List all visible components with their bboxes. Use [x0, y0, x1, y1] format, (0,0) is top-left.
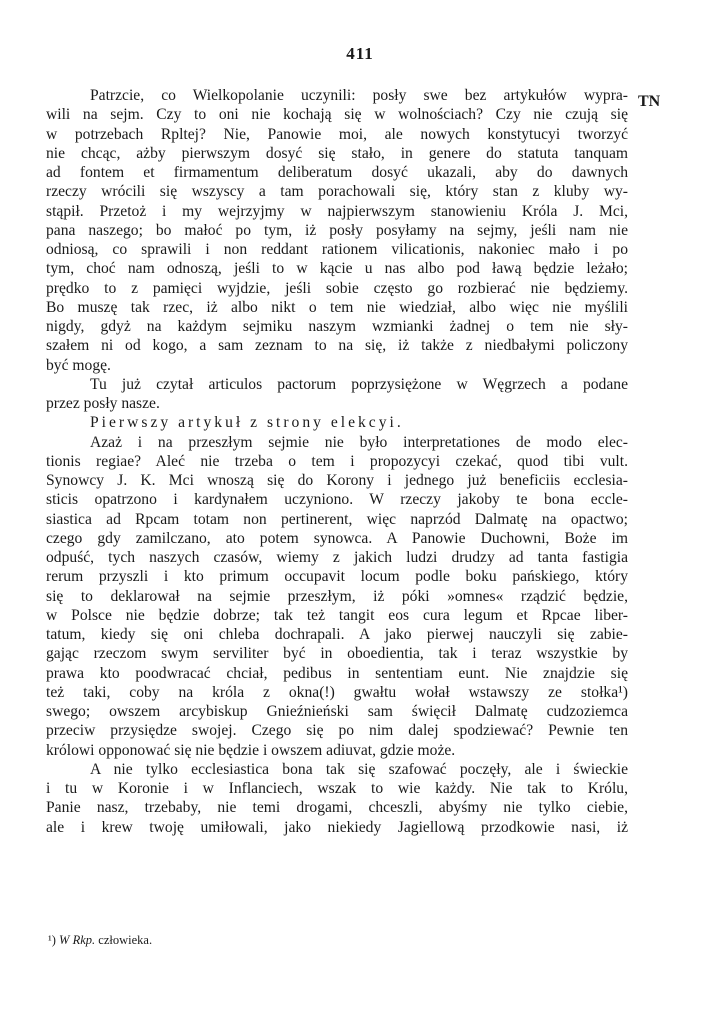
text-line: tym, choć nam odnoszą, jeśli to w kącie u nas albo pod ławą będzie leżało;	[46, 260, 628, 278]
text-line: Azaż i na przeszłym sejmie nie było interpretationes de modo elec-	[90, 433, 628, 451]
text-line: Synowcy J. K. Mci wnoszą się do Korony i jednego już beneficiis ecclesia-	[46, 472, 628, 489]
text-line: i tu w Koronie i w Inflanciech, wszak to wie każdy. Nie tak to Królu,	[46, 780, 628, 797]
text-line: rerum przyszli i kto primum occupavit locum podle boku pańskiego, który	[46, 568, 628, 586]
text-line: tatum, kiedy się oni chleba dochrapali. A jako pierwej nauczyli się zabie-	[46, 626, 628, 643]
text-line: Bo muszę tak rzec, iż albo nikt o tem nie wiedział, albo więc nie myślili	[46, 298, 628, 316]
text-line: swego; owszem arcybiskup Gnieźnieński sam święcił Dalmatę cudzoziemca	[46, 703, 628, 720]
body-text	[46, 86, 628, 837]
footnote-source: W Rkp.	[59, 933, 96, 947]
text-line: prawa kto poodwracać chciał, pedibus in sententiam eunt. Nie znajdzie się	[46, 664, 628, 682]
text-line: Patrzcie, co Wielkopolanie uczynili: posły swe bez artykułów wypra-	[90, 87, 628, 104]
text-line: Panie nasz, trzebaby, nie temi drogami, chceszli, abyśmy nie tylko ciebie,	[46, 799, 628, 817]
text-line: sticis opatrzono i kardynałem uczyniono. W rzeczy jakoby te bona eccle-	[46, 491, 628, 509]
text-line: ad fontem et firmamentum deliberatum dosyć ukazali, aby do dawnych	[46, 164, 628, 181]
text-line: przez posły nasze.	[46, 395, 160, 412]
text-line: siastica ad Rpcam totam non pertinerent, więc naprzód Dalmatę na opactwo;	[46, 510, 628, 528]
text-line: odniosą, co sprawili i non reddant rationem vilicationis, nakoniec mało i po	[46, 241, 628, 258]
section-heading: Pierwszy artykuł z strony elekcyi.	[90, 414, 404, 432]
text-line: w Polsce nie będzie dobrze; tak też tangit eos cura legum et Rpcae liber-	[46, 606, 628, 624]
text-line: królowi opponować się nie będzie i owszem adiuvat, gdzie może.	[46, 741, 456, 759]
text-line: szałem ni od kogo, a sam zeznam to na się, iż także z niedbałymi policzony	[46, 337, 628, 355]
text-line: ale i krew twoję umiłowali, jako niekiedy Jagiellową przodkowie nasi, iż	[46, 818, 628, 836]
text-line: stąpił. Przetoż i my wejrzyjmy w najpierwszym stanowieniu Króla J. Mci,	[46, 202, 628, 220]
text-line: wili na sejm. Czy to oni nie kochają się w wolnościach? Czy nie czują się	[46, 106, 628, 124]
margin-note: TN	[638, 93, 661, 110]
footnote	[48, 933, 152, 948]
text-line: w potrzebach Rpltej? Nie, Panowie moi, ale nowych konstytucyi tworzyć	[46, 125, 628, 143]
text-line: być mogę.	[46, 356, 111, 374]
footnote-marker: ¹)	[48, 933, 56, 947]
text-line: nigdy, gdyż na każdym sejmiku naszym wzmianki żadnej o tem nie sły-	[46, 318, 628, 335]
text-line: prędko to z pamięci wyjdzie, jeśli sobie często go rozbierać nie będziemy.	[46, 279, 628, 297]
text-line: nie chcąc, ażby pierwszym dosyć się stało, in genere do statuta tanquam	[46, 144, 628, 162]
text-line: się to deklarował na sejmie przeszłym, iż póki »omnes« rządzić będzie,	[46, 587, 628, 605]
page-number: 411	[346, 44, 374, 63]
text-line: odpuść, tych naszych czasów, wiemy z jakich ludzi drudzy ad tanta fastigia	[46, 549, 628, 566]
text-line: Tu już czytał articulos pactorum poprzysiężone w Węgrzech a podane	[90, 375, 628, 393]
text-line: gając rzeczom swym serviliter być in oboedientia, tak i teraz wszystkie by	[46, 645, 628, 663]
text-line: rzeczy wrócili się wszyscy a tam porachowali się, który stan z kluby wy-	[46, 183, 628, 201]
text-line: pana naszego; bo małoć po tym, iż posły posyłamy na sejmy, jeśli nam nie	[46, 221, 628, 239]
text-line: tionis regiae? Aleć nie trzeba o tem i propozycyi czekać, quod tibi vult.	[46, 452, 628, 470]
footnote-text: człowieka.	[98, 933, 153, 947]
text-line: czego gdy zamilczano, ato potem synowca. A Panowie Duchowni, Boże im	[46, 529, 628, 547]
text-line: też taki, coby na króla z okna(!) gwałtu wołał wstawszy ze stołka¹)	[46, 683, 628, 701]
text-line: A nie tylko ecclesiastica bona tak się szafować poczęły, ale i świeckie	[90, 760, 628, 778]
text-line: przeciw przysiędze swojej. Czego się po nim dalej spodziewać? Pewnie ten	[46, 722, 628, 740]
